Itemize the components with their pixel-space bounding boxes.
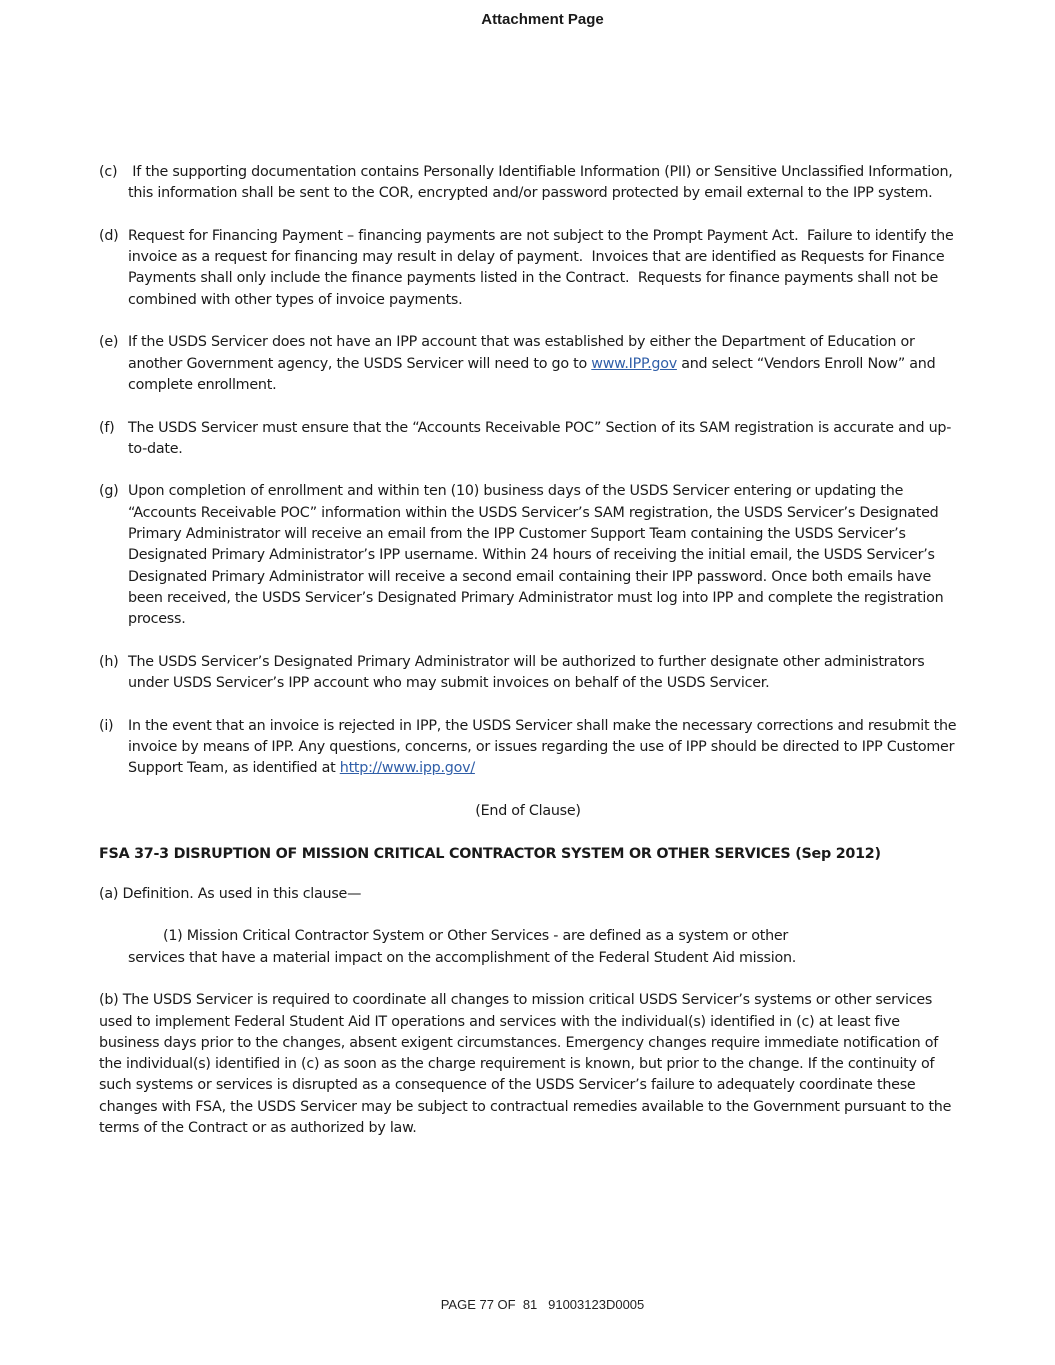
clause-item-d — [99, 226, 957, 311]
item-text: Request for Financing Payment – financing payments are not subject to the Prompt Payment Act. Failure to identify the invoice as a request for financing may result in delay of payment. Invoices that are identified as Requests for Finance Payments shall only include the finance payments listed in the Contract. Requests for finance payments shall not be combined with other types of invoice payments. — [128, 227, 958, 308]
clause-item-g — [99, 481, 957, 630]
item-label: (h) — [99, 653, 119, 670]
section-heading: FSA 37-3 DISRUPTION OF MISSION CRITICAL CONTRACTOR SYSTEM OR OTHER SERVICES (Sep 2012) — [99, 845, 881, 862]
clause-item-f — [99, 418, 957, 461]
ipp-gov-link[interactable]: www.IPP.gov — [591, 355, 677, 372]
definition-1-line1: (1) Mission Critical Contractor System or Other Services - are defined as a system or other — [163, 928, 789, 945]
document-body — [99, 162, 957, 1161]
item-label: (d) — [99, 227, 119, 244]
item-text: Upon completion of enrollment and within ten (10) business days of the USDS Servicer entering or updating the “Accounts Receivable POC” information within the USDS Servicer’s SAM registration, the USDS Servicer’s Designated Primary Administrator will receive an email from the IPP Customer Support Team containing the USDS Servicer’s Designated Primary Administrator’s IPP username. Within 24 hours of receiving the initial email, the USDS Servicer’s Designated Primary Administrator will receive a second email containing their IPP password. Once both emails have been received, the USDS Servicer’s Designated Primary Administrator must log into IPP and complete the registration process. — [128, 483, 944, 628]
item-text: If the supporting documentation contains Personally Identifiable Information (PII) or Sensitive Unclassified Information, this information shall be sent to the COR, encrypted and/or password protected by email external to the IPP system. — [128, 164, 957, 202]
item-label: (c) — [99, 164, 118, 180]
paragraph-b: (b) The USDS Servicer is required to coordinate all changes to mission critical USDS Servicer’s systems or other services used to implement Federal Student Aid IT operations and services with the individual(s) identified in (c) at least five business days prior to the changes, absent exigent circumstances. Emergency changes require immediate notification of the individual(s) identified in (c) as soon as the charge requirement is known, but prior to the change. If the continuity of such systems or services is disrupted as a consequence of the USDS Servicer’s failure to adequately coordinate these changes with FSA, the USDS Servicer may be subject to contractual remedies available to the Government pursuant to the terms of the Contract or as authorized by law. — [99, 992, 952, 1137]
page-footer: PAGE 77 OF 81 91003123D0005 — [440, 1297, 645, 1312]
definition-intro: (a) Definition. As used in this clause— — [99, 885, 362, 902]
clause-item-c — [99, 162, 957, 205]
item-text — [128, 332, 957, 396]
clause-item-e — [99, 332, 957, 396]
item-label: (f) — [99, 419, 115, 436]
page-header-title: Attachment Page — [481, 11, 604, 28]
definition-1 — [99, 926, 957, 969]
clause-item-h — [99, 652, 957, 695]
clause-item-i — [99, 716, 957, 780]
ipp-support-link[interactable]: http://www.ipp.gov/ — [339, 760, 475, 777]
item-text: The USDS Servicer must ensure that the “Accounts Receivable POC” Section of its SAM registration is accurate and up-to-date. — [128, 419, 952, 457]
item-label: (e) — [99, 334, 119, 351]
item-text-before: If the USDS Servicer does not have an IPP account that was established by either the Department of Education or another Government agency, the USDS Servicer will need to go to — [128, 334, 915, 372]
item-text-before: In the event that an invoice is rejected in IPP, the USDS Servicer shall make the necessary corrections and resubmit the invoice by means of IPP. Any questions, concerns, or issues regarding the use of IPP should be directed to IPP Customer Support Team, as identified at — [128, 717, 957, 777]
item-text — [128, 716, 957, 780]
item-text: The USDS Servicer’s Designated Primary Administrator will be authorized to further designate other administrators under USDS Servicer’s IPP account who may submit invoices on behalf of the USDS Servicer. — [128, 653, 925, 692]
item-text-after: and select “Vendors Enroll Now” and complete enrollment. — [128, 355, 936, 393]
item-label: (g) — [99, 483, 119, 500]
end-of-clause: (End of Clause) — [475, 802, 581, 819]
definition-1-line2: services that have a material impact on the accomplishment of the Federal Student Aid mission. — [128, 949, 797, 966]
item-label: (i) — [99, 717, 114, 734]
